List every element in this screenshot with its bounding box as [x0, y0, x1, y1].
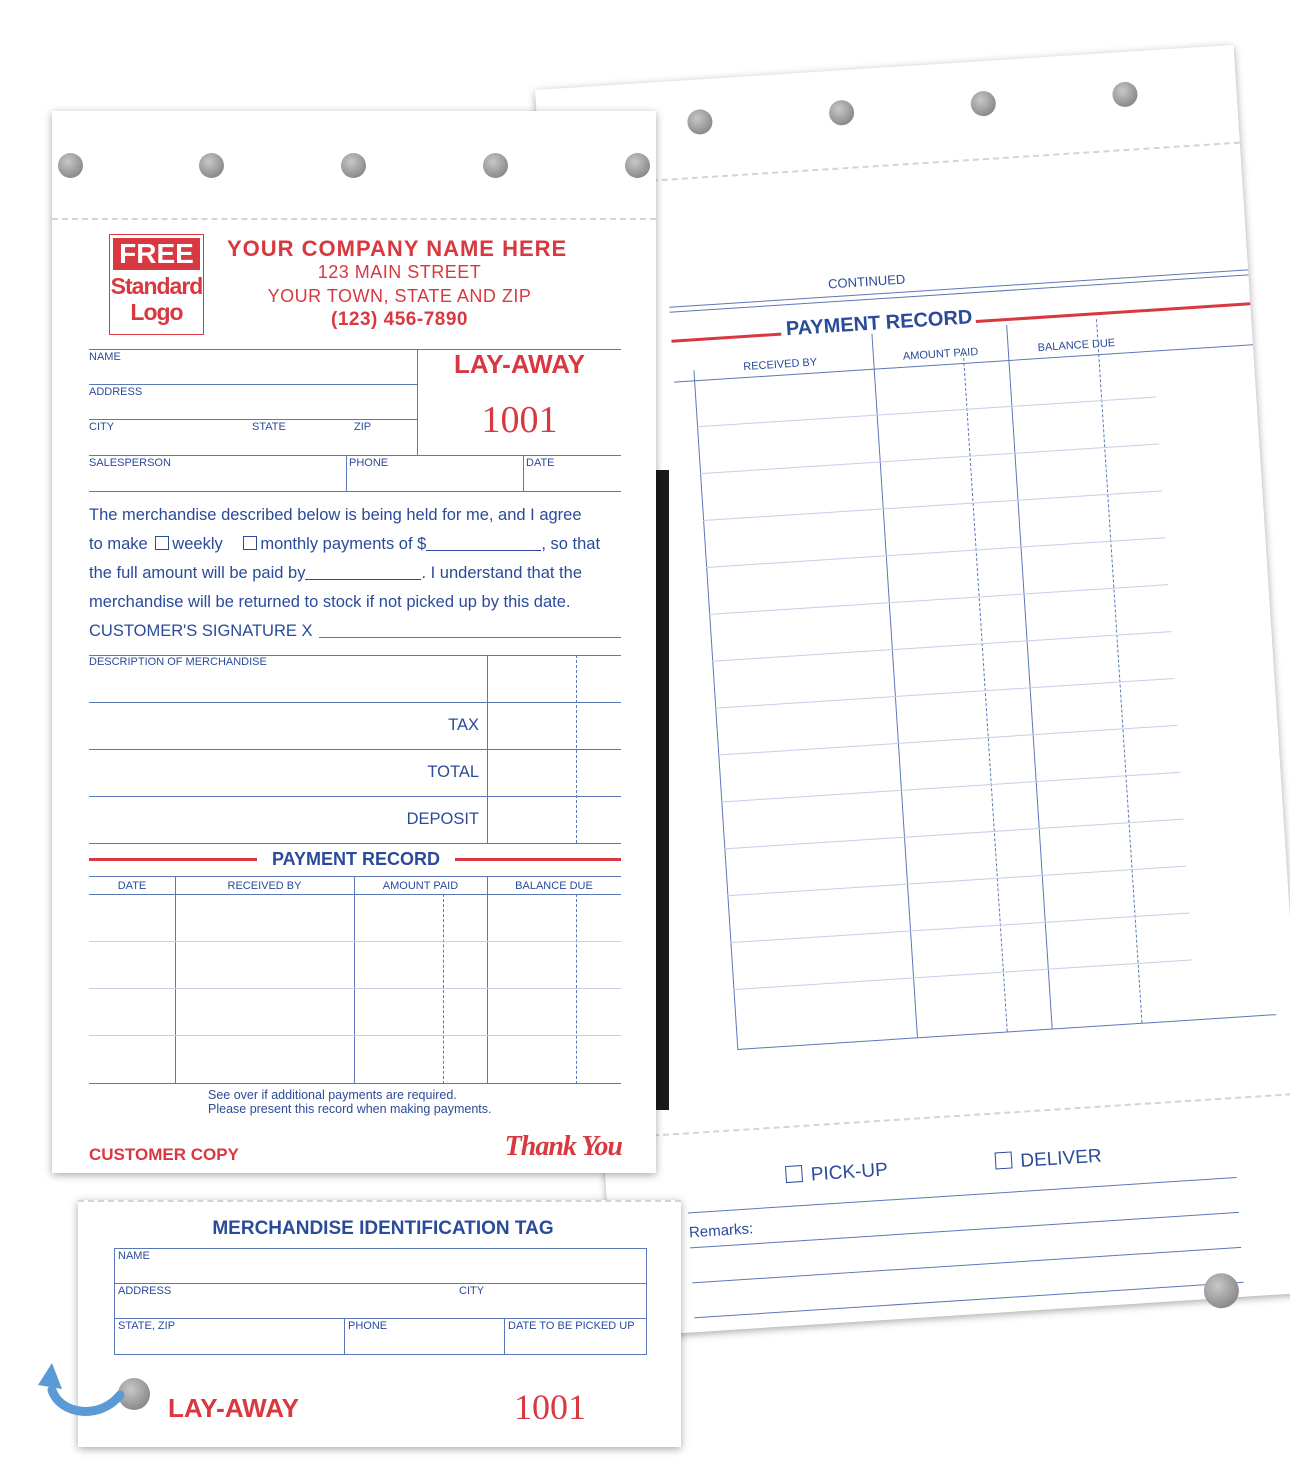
punch-hole: [828, 99, 855, 126]
merch-header: DESCRIPTION OF MERCHANDISE: [89, 656, 267, 668]
back-row-line: [730, 912, 1189, 943]
punch-hole: [1203, 1272, 1240, 1309]
agreement-line-2: [89, 535, 600, 554]
logo: [109, 234, 204, 335]
payment-row-line: [89, 941, 621, 942]
agreement-line-4: merchandise will be returned to stock if not picked up by this date.: [89, 593, 571, 611]
footer-note-2: Please present this record when making payments.: [208, 1102, 492, 1116]
payment-bottom-rule: [89, 1083, 621, 1084]
monthly-label: monthly payments of $: [260, 535, 427, 553]
checkbox-icon[interactable]: [785, 1165, 803, 1183]
pickup-label: PICK-UP: [810, 1159, 889, 1186]
back-row-line: [709, 584, 1168, 615]
back-row-line: [724, 819, 1183, 850]
back-row-line: [727, 866, 1186, 897]
signature-line[interactable]: [319, 637, 621, 638]
payment-row-line: [89, 1035, 621, 1036]
payment-title-bar-left: [89, 858, 257, 861]
merch-row-line: [89, 702, 621, 703]
back-col-balance: BALANCE DUE: [1037, 337, 1116, 355]
phone-divider: [346, 455, 347, 491]
curved-arrow-icon: [30, 1355, 140, 1425]
weekly-label: weekly: [172, 535, 223, 553]
remarks-label: Remarks:: [688, 1220, 754, 1242]
state-label: STATE: [252, 421, 286, 433]
punch-hole: [199, 153, 224, 178]
punch-hole: [625, 153, 650, 178]
payment-row-line: [89, 988, 621, 989]
paid-by: the full amount will be paid by: [89, 564, 306, 582]
tag-state-zip-label: STATE, ZIP: [118, 1320, 176, 1332]
tag-box: [114, 1248, 647, 1355]
so-that: , so that: [541, 535, 601, 553]
tag-title: MERCHANDISE IDENTIFICATION TAG: [212, 1218, 554, 1239]
back-row-line: [712, 631, 1171, 662]
perforation: [78, 1200, 681, 1202]
remarks-line: [688, 1177, 1237, 1213]
payment-header-bottom: [89, 894, 621, 895]
agree-make: to make: [89, 535, 148, 553]
perforation: [603, 1093, 1290, 1140]
payment-header-top: [89, 876, 621, 877]
tag-row-line: [114, 1318, 646, 1319]
back-row-line: [733, 959, 1192, 990]
tag-address-label: ADDRESS: [118, 1285, 172, 1297]
col-received: RECEIVED BY: [227, 880, 302, 892]
total-label: TOTAL: [427, 763, 479, 781]
col-balance: BALANCE DUE: [515, 880, 593, 892]
merch-row-line: [89, 749, 621, 750]
punch-hole: [341, 153, 366, 178]
back-row-line: [721, 772, 1180, 803]
payment-col-divider: [487, 876, 488, 1084]
checkbox-icon[interactable]: [995, 1151, 1013, 1169]
customer-copy-label: CUSTOMER COPY: [89, 1145, 239, 1164]
continued-rule: [669, 269, 1248, 307]
company-street: 123 MAIN STREET: [317, 262, 482, 282]
monthly-checkbox[interactable]: [243, 536, 257, 550]
back-row-line: [715, 678, 1174, 709]
tag-city-label: CITY: [459, 1285, 485, 1297]
understand: . I understand that the: [421, 564, 582, 582]
weekly-checkbox[interactable]: [155, 536, 169, 550]
payment-title-bar-right: [976, 302, 1251, 323]
form-number: 1001: [481, 399, 558, 441]
col-date: DATE: [117, 880, 147, 892]
tag-row-line: [114, 1283, 646, 1284]
tax-label: TAX: [448, 716, 479, 734]
continued-label: CONTINUED: [827, 271, 906, 292]
tag-number: 1001: [514, 1387, 586, 1427]
payment-amount-field[interactable]: [426, 536, 541, 551]
back-row-line: [703, 490, 1162, 521]
deliver-label: DELIVER: [1019, 1145, 1103, 1172]
merchandise-tag: [78, 1200, 681, 1447]
tag-phone-label: PHONE: [348, 1320, 388, 1332]
address-line: [89, 419, 417, 420]
tag-col-divider: [344, 1318, 345, 1354]
merch-bottom-rule: [89, 843, 621, 844]
tag-name-label: NAME: [118, 1250, 150, 1262]
back-col-amount: AMOUNT PAID: [902, 345, 979, 363]
col-amount: AMOUNT PAID: [382, 880, 459, 892]
punch-hole: [687, 109, 714, 136]
stack-edge: [655, 470, 669, 1110]
payment-title-bar-left: [671, 333, 781, 343]
back-row-line: [718, 725, 1177, 756]
back-row-line: [697, 397, 1156, 428]
signature-label: CUSTOMER'S SIGNATURE X: [89, 622, 313, 640]
amount-cents-divider: [443, 894, 444, 1084]
payment-col-divider: [354, 876, 355, 1084]
pickup-option[interactable]: [785, 1160, 889, 1189]
logo-free: FREE: [113, 238, 200, 270]
tag-layaway-label: LAY-AWAY: [168, 1393, 300, 1423]
salesperson-label: SALESPERSON: [89, 457, 171, 469]
tag-col-divider: [504, 1318, 505, 1354]
deliver-option[interactable]: [995, 1146, 1103, 1175]
salesperson-line: [89, 491, 621, 492]
footer-note-1: See over if additional payments are required.: [208, 1088, 457, 1102]
payment-title-bar-right: [455, 858, 621, 861]
company-phone: (123) 456-7890: [331, 309, 468, 330]
punch-hole: [970, 90, 997, 117]
merch-row-line: [89, 796, 621, 797]
logo-logo: Logo: [130, 299, 183, 325]
city-line: [89, 455, 621, 456]
payment-record-title: PAYMENT RECORD: [271, 849, 441, 869]
payment-col-divider: [175, 876, 176, 1084]
tag-pickup-date-label: DATE TO BE PICKED UP: [508, 1320, 635, 1332]
remarks-line: [690, 1212, 1239, 1248]
company-town: YOUR TOWN, STATE AND ZIP: [267, 286, 532, 306]
punch-hole: [1112, 81, 1139, 108]
address-label: ADDRESS: [89, 386, 143, 398]
perforation: [52, 218, 656, 220]
front-sheet: [52, 111, 656, 1173]
back-row-line: [700, 443, 1159, 474]
city-label: CITY: [89, 421, 115, 433]
name-label: NAME: [89, 351, 121, 363]
balance-cents-divider: [576, 894, 577, 1084]
punch-hole: [58, 153, 83, 178]
remarks-line: [692, 1247, 1241, 1283]
deposit-label: DEPOSIT: [406, 810, 479, 828]
zip-label: ZIP: [354, 421, 372, 433]
thank-you: Thank You: [504, 1131, 622, 1162]
back-payment-title: PAYMENT RECORD: [785, 306, 973, 341]
date-label: DATE: [526, 457, 555, 469]
form-title: LAY-AWAY: [453, 349, 585, 379]
paid-by-date-field[interactable]: [305, 565, 421, 580]
punch-hole: [483, 153, 508, 178]
logo-standard: Standard: [110, 273, 203, 299]
back-col-received: RECEIVED BY: [742, 356, 818, 374]
company-name: YOUR COMPANY NAME HERE: [227, 236, 568, 261]
agreement-line-1: The merchandise described below is being held for me, and I agree: [89, 506, 582, 524]
agreement-line-3: [89, 564, 582, 583]
name-line: [89, 384, 417, 385]
back-row-line: [706, 537, 1165, 568]
phone-label: PHONE: [349, 457, 389, 469]
remarks-line: [695, 1282, 1244, 1318]
date-divider: [523, 455, 524, 491]
